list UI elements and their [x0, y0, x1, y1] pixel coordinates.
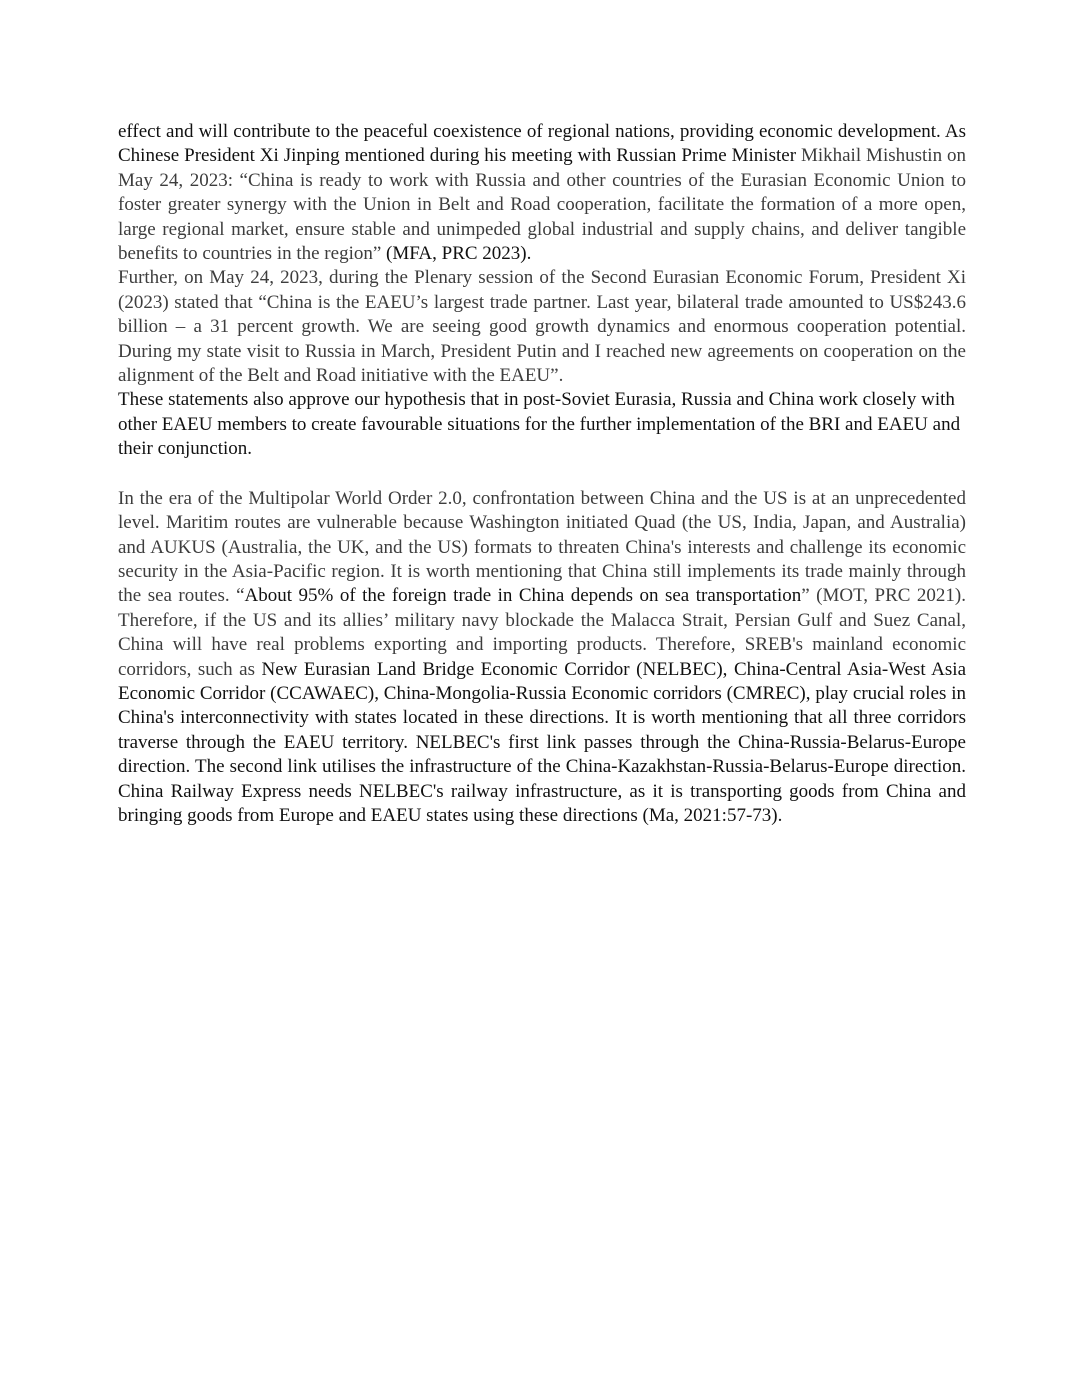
- paragraph-plenary-session: Further, on May 24, 2023, during the Plenary session of the Second Eurasian Economic Forum, President Xi (2023) stated that “China is the EAEU’s largest trade partner. Last year, bilateral trade amounted to US$243.6 billion – a 31 percent growth. We are seeing good growth dynamics and enormous cooperation potential. During my state visit to Russia in March, President Putin and I reached new agreements on cooperation on the alignment of the Belt and Road initiative with the EAEU”.: [118, 267, 966, 387]
- paragraph-lead-text: effect and will contribute to the peaceful coexistence of regional nations, providing economic development. As Chinese President Xi Jinping mentioned during his meeting with Russian Prime Minister: [118, 121, 966, 167]
- quote-xi-mishustin: Mikhail Mishustin on May 24, 2023: “China is ready to work with Russia and other countries of the Eurasian Economic Union to foster greater synergy with the Union in Belt and Road cooperation, facilitate the formation of a more open, large regional market, ensure stable and unimpeded global industrial and supply chains, and deliver tangible benefits to countries in the region”: [118, 145, 966, 265]
- corridors-list-text: New Eurasian Land Bridge Economic Corridor (NELBEC), China-Central Asia-West Asia Economic Corridor (CCAWAEC), China-Mongolia-Russia Economic corridors (CMREC), play crucial roles in China's interconnectivity with states located in these directions. It is worth mentioning that all three corridors traverse through the EAEU territory. NELBEC's first link passes through the China-Russia-Belarus-Europe direction. The second link utilises the infrastructure of the China-Kazakhstan-Russia-Belarus-Europe direction. China Railway Express needs NELBEC's railway infrastructure, as it is transporting goods from China and bringing goods from Europe and EAEU states using these directions (Ma, 2021:57-73).: [118, 658, 967, 826]
- corridors-middle-text: ” (MOT, PRC 2021). Therefore, if the US and its allies’ military navy blockade the Malacca Strait, Persian Gulf and Suez Canal, China will have real problems exporting and importing products. Therefore, SREB's mainland economic corridors, such as: [118, 585, 967, 680]
- paragraph-xi-mishustin: [118, 120, 966, 266]
- citation-mfa: (MFA, PRC 2023).: [381, 243, 532, 265]
- corridors-intro-text: In the era of the Multipolar World Order 2.0, confrontation between China and the US is at an unprecedented level. Maritim routes are vulnerable because Washington initiated Quad (the US, India, Japan, and Australia) and AUKUS (Australia, the UK, and the US) formats to threaten China's interests and challenge its economic security in the Asia-Pacific region. It is worth mentioning that China still implements its trade mainly through the sea routes. “: [118, 487, 966, 607]
- paragraph-corridors: [118, 487, 966, 829]
- quote-sea-transportation: About 95% of the foreign trade in China depends on sea transportation: [244, 585, 802, 607]
- paragraph-hypothesis: These statements also approve our hypothesis that in post-Soviet Eurasia, Russia and China work closely with other EAEU members to create favourable situations for the further implementation of the BRI and EAEU and their conjunction.: [118, 389, 961, 460]
- document-page: [118, 120, 966, 828]
